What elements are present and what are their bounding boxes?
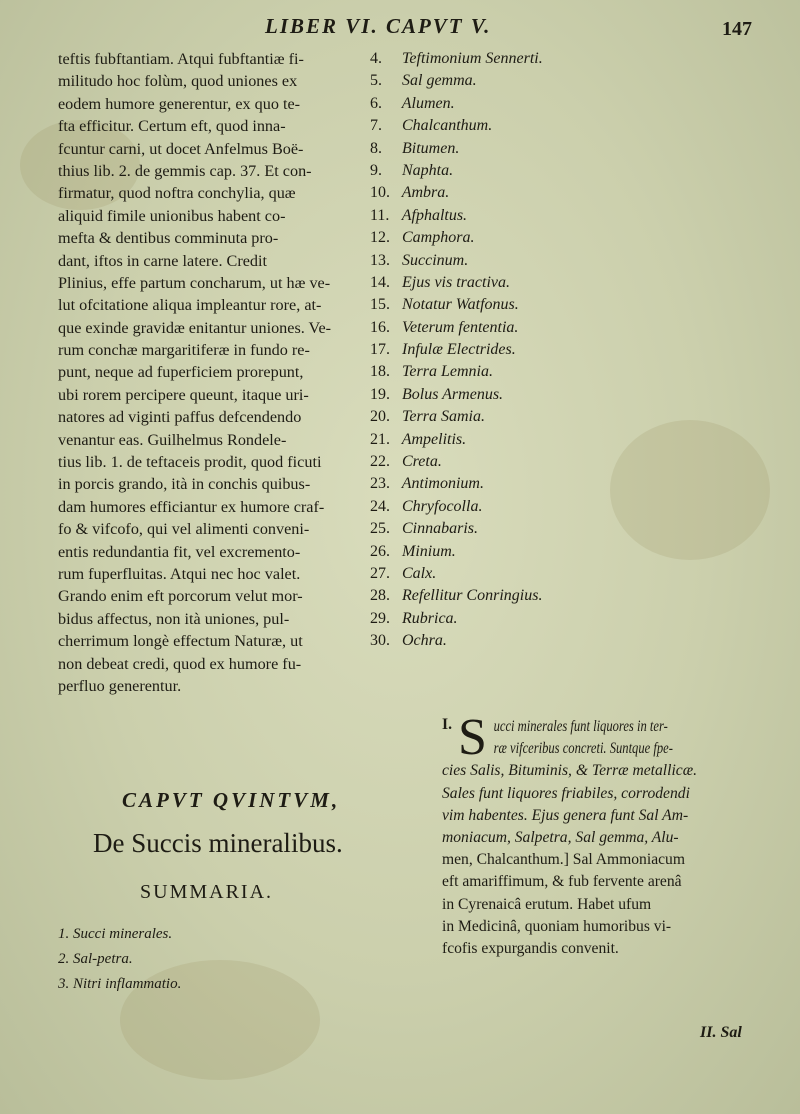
summary-item-number: 30. xyxy=(370,632,390,650)
summary-item xyxy=(370,70,770,92)
summary-item-text: Chryfocolla. xyxy=(402,497,483,515)
summary-item: 2. Sal-petra. xyxy=(58,951,133,967)
catchword: II. Sal xyxy=(700,1024,742,1041)
summary-item xyxy=(370,608,770,630)
text-line: rum fuperfluitas. Atqui nec hoc valet. xyxy=(58,564,301,583)
summary-item-text: Cinnabaris. xyxy=(402,520,479,538)
text-line: venantur eas. Guilhelmus Rondele- xyxy=(58,430,287,449)
summary-item xyxy=(370,541,770,563)
text-line: aliquid fimile unionibus habent co- xyxy=(58,206,286,225)
summary-item-number: 28. xyxy=(370,587,390,605)
summary-item xyxy=(370,182,770,204)
text-line: ucci minerales funt liquores in ter- xyxy=(493,718,668,735)
text-line: lut ofcitatione aliqua impleantur rore, at- xyxy=(58,296,322,315)
text-line: in Medicinâ, quoniam humoribus vi- xyxy=(442,917,672,935)
text-line: Grando enim eft porcorum velut mor- xyxy=(58,587,303,606)
text-line: bidus affectus, non ità uniones, pul- xyxy=(58,609,290,628)
summary-item-text: Bolus Armenus. xyxy=(402,385,504,403)
summary-item-number: 26. xyxy=(370,542,390,560)
text-line: eodem humore generentur, ex quo te- xyxy=(58,94,301,113)
summary-item: 1. Succi minerales. xyxy=(58,926,173,942)
summary-item xyxy=(370,138,770,160)
text-line: in Cyrenaicâ erutum. Habet ufum xyxy=(442,895,652,913)
summary-item: 3. Nitri inflammatio. xyxy=(58,976,182,992)
summary-item-text: Bitumen. xyxy=(402,139,460,157)
left-text-column xyxy=(58,48,348,697)
text-line: fo & vifcofo, qui vel alimenti conveni- xyxy=(58,520,310,539)
text-line: cies Salis, Bituminis, & Terræ metallicæ. xyxy=(442,762,697,780)
summary-item-text: Naphta. xyxy=(402,161,454,179)
summary-item-text: Alumen. xyxy=(401,94,455,112)
summary-item xyxy=(370,93,770,115)
summary-item-text: Minium. xyxy=(402,542,456,560)
text-line: dam humores efficiantur ex humore craf- xyxy=(58,497,325,516)
summary-item-text: Afphaltus. xyxy=(401,206,468,224)
page-number: 147 xyxy=(722,18,752,40)
summary-item-text: Rubrica. xyxy=(402,609,458,627)
summary-item xyxy=(370,294,770,316)
text-line: ræ vifceribus concreti. Suntque fpe- xyxy=(493,740,673,758)
summary-item-text: Refellitur Conringius. xyxy=(402,587,543,605)
summary-item-number: 16. xyxy=(370,318,390,336)
summary-item-text: Terra Samia. xyxy=(402,408,485,426)
text-line: mefta & dentibus comminuta pro- xyxy=(58,229,279,248)
text-line: natores ad viginti paffus defcendendo xyxy=(58,408,302,427)
summaria-heading: SUMMARIA. xyxy=(140,881,274,903)
summary-item-number: 22. xyxy=(370,453,390,471)
summary-item-text: Veterum fententia. xyxy=(402,318,519,336)
chapter-heading-block xyxy=(58,780,358,997)
summary-item-number: 21. xyxy=(370,430,390,448)
summary-item-number: 8. xyxy=(370,139,382,157)
summary-item-text: Calx. xyxy=(402,564,437,582)
text-line: vim habentes. Ejus genera funt Sal Am- xyxy=(442,806,689,824)
summary-list xyxy=(58,922,358,997)
text-line: fcofis expurgandis convenit. xyxy=(442,939,619,957)
text-line: perfluo generentur. xyxy=(58,676,182,695)
text-line: eft amariffimum, & fub fervente arenâ xyxy=(442,873,682,891)
text-line: dant, iftos in carne latere. Credit xyxy=(58,251,268,270)
page-header xyxy=(0,8,800,48)
summary-item-number: 7. xyxy=(370,117,382,135)
summary-item xyxy=(370,205,770,227)
summary-item-text: Notatur Watfonus. xyxy=(402,296,519,314)
drop-cap: S xyxy=(458,709,487,766)
summary-item-text: Teftimonium Sennerti. xyxy=(402,50,543,67)
summary-item-number: 13. xyxy=(370,251,390,269)
summary-item-text: Ambra. xyxy=(401,184,450,202)
summary-item xyxy=(370,250,770,272)
summary-item-number: 29. xyxy=(370,609,390,627)
section-number: I. xyxy=(442,716,452,733)
summary-item xyxy=(370,563,770,585)
summary-item xyxy=(370,406,770,428)
summary-item xyxy=(370,115,770,137)
summary-item xyxy=(370,451,770,473)
summary-item-number: 4. xyxy=(370,50,382,67)
summary-item-number: 20. xyxy=(370,408,390,426)
summary-item-number: 17. xyxy=(370,341,390,359)
summary-item-number: 23. xyxy=(370,475,390,493)
summary-item xyxy=(370,160,770,182)
summary-item xyxy=(370,473,770,495)
summary-item-text: Succinum. xyxy=(402,251,469,269)
summary-item-number: 10. xyxy=(370,184,390,202)
summary-item-number: 19. xyxy=(370,385,390,403)
summary-item xyxy=(370,317,770,339)
text-line: teftis fubftantiam. Atqui fubftantiæ fi- xyxy=(58,50,304,68)
summary-item xyxy=(370,339,770,361)
summary-item-text: Creta. xyxy=(402,453,442,471)
summary-item xyxy=(370,429,770,451)
summary-item xyxy=(370,496,770,518)
text-line: punt, neque ad fuperficiem prorepunt, xyxy=(58,363,304,382)
summary-item-number: 24. xyxy=(370,497,390,515)
chapter-head: CAPVT QVINTVM, xyxy=(122,788,341,812)
summary-item xyxy=(370,384,770,406)
text-line: entis redundantia fit, vel excremento- xyxy=(58,542,301,561)
text-line: cherrimum longè effectum Naturæ, ut xyxy=(58,632,303,651)
summary-item-number: 9. xyxy=(370,161,382,179)
summary-list-continued xyxy=(370,48,770,653)
summary-item-number: 14. xyxy=(370,273,390,291)
summary-item-number: 12. xyxy=(370,229,390,247)
text-line: non debeat credi, quod ex humore fu- xyxy=(58,654,302,673)
summary-item-number: 25. xyxy=(370,520,390,538)
summary-item xyxy=(370,227,770,249)
summary-item xyxy=(370,518,770,540)
summary-item-number: 27. xyxy=(370,564,390,582)
summary-item xyxy=(370,48,770,70)
summary-item-number: 18. xyxy=(370,363,390,381)
text-line: thius lib. 2. de gemmis cap. 37. Et con- xyxy=(58,161,312,180)
summary-item xyxy=(370,585,770,607)
summary-item-text: Terra Lemnia. xyxy=(402,363,493,381)
text-line: men, Chalcanthum.] Sal Ammoniacum xyxy=(442,851,685,869)
summary-item-text: Sal gemma. xyxy=(402,72,477,90)
summary-item xyxy=(370,630,770,652)
summary-item xyxy=(370,272,770,294)
summary-item-text: Infulæ Electrides. xyxy=(402,341,516,359)
text-line: que exinde gravidæ enitantur uniones. Ve- xyxy=(58,318,332,337)
text-line: Sales funt liquores friabiles, corrodendi xyxy=(442,784,690,802)
summary-item-text: Chalcanthum. xyxy=(402,117,493,135)
text-line: fta efficitur. Certum eft, quod inna- xyxy=(58,117,286,136)
text-line: fcuntur carni, ut docet Anfelmus Boë- xyxy=(58,139,304,158)
chapter-title: De Succis mineralibus. xyxy=(93,828,343,858)
summary-item-number: 5. xyxy=(370,72,382,90)
text-line: firmatur, quod noftra conchylia, quæ xyxy=(58,184,296,203)
text-line: ubi rorem percipere queunt, itaque uri- xyxy=(58,385,309,404)
text-line: moniacum, Salpetra, Sal gemma, Alu- xyxy=(442,828,679,846)
summary-item-text: Ampelitis. xyxy=(401,430,467,448)
running-head: LIBER VI. CAPVT V. xyxy=(265,14,492,38)
summary-item-text: Antimonium. xyxy=(401,475,484,493)
text-line: in porcis grando, ità in conchis quibus- xyxy=(58,475,311,494)
summary-item-text: Ochra. xyxy=(402,632,447,650)
summary-item-number: 6. xyxy=(370,94,382,112)
section-body-text xyxy=(442,716,772,960)
summary-item xyxy=(370,361,770,383)
summary-item-text: Ejus vis tractiva. xyxy=(402,273,510,291)
text-line: militudo hoc folùm, quod uniones ex xyxy=(58,72,298,91)
summary-item-text: Camphora. xyxy=(402,229,475,247)
summary-item-number: 15. xyxy=(370,296,390,314)
summary-item-number: 11. xyxy=(370,206,390,224)
text-line: tius lib. 1. de teftaceis prodit, quod ficuti xyxy=(58,453,322,472)
text-line: Plinius, effe partum concharum, ut hæ ve- xyxy=(58,273,331,292)
text-line: rum conchæ margaritiferæ in fundo re- xyxy=(58,341,310,360)
